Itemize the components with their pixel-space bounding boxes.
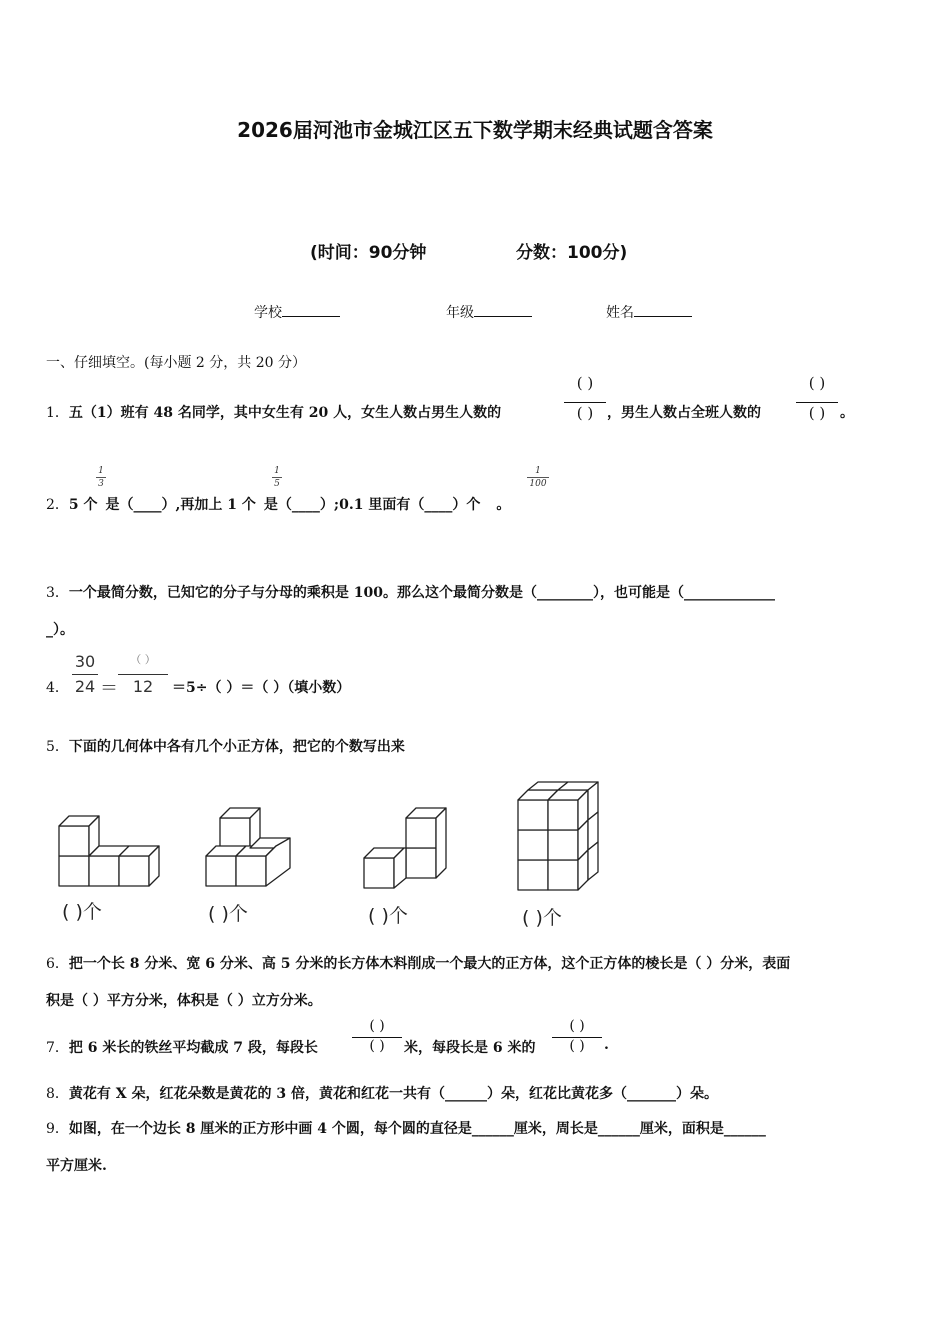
question-7 [46, 1037, 318, 1057]
question-5 [46, 736, 405, 756]
q2-fraction-1-5 [272, 466, 282, 489]
section-heading: 一、仔细填空。(每小题 2 分，共 20 分） [46, 355, 306, 371]
q1-blank-2-bottom[interactable]: ( ) [808, 404, 826, 422]
q2-p2: 是（____）,再加上 1 个 [105, 497, 256, 513]
q7-number: 7． [46, 1040, 69, 1056]
q3-number: 3． [46, 585, 69, 601]
name-field[interactable] [606, 302, 692, 322]
q8-number: 8． [46, 1086, 69, 1102]
q1-text-c: 。 [840, 405, 854, 421]
q7-blank-1-top[interactable]: ( ) [369, 1018, 385, 1034]
q2-fraction-1-3 [96, 466, 106, 489]
q4-f2-num-blank[interactable]: （ ） [130, 653, 156, 666]
q2-fraction-1-100 [527, 466, 549, 489]
q1-blank-2-top[interactable]: ( ) [808, 374, 826, 392]
q6-line2: 积是（ ）平方分米，体积是（ ）立方分米。 [46, 993, 322, 1009]
grade-field[interactable] [446, 302, 532, 322]
q4-f2-den: 12 [132, 677, 154, 696]
q6-line1: 把一个长 8 分米、宽 6 分米、高 5 分米的长方体木料削成一个最大的正方体，这个正方体的棱长是（ ）分米，表面 [68, 956, 791, 972]
q2-f2-den: 5 [274, 479, 280, 489]
q2-f3-num: 1 [535, 466, 541, 476]
cube-answer-2[interactable]: ( )个 [208, 903, 248, 925]
cube-figure-4 [518, 782, 598, 890]
question-8 [46, 1083, 718, 1103]
school-field[interactable] [254, 302, 340, 322]
q4-equals: ＝ [100, 678, 118, 699]
q4-f1-num: 30 [74, 652, 96, 671]
q1-text-b: ，男生人数占全班人数的 [607, 405, 761, 421]
question-9 [46, 1118, 766, 1138]
cube-figure-3 [364, 808, 446, 888]
school-blank[interactable] [282, 302, 340, 317]
q1-blank-1-top[interactable]: ( ) [576, 374, 594, 392]
q9-line1: 如图，在一个边长 8 厘米的正方形中画 4 个圆，每个圆的直径是______厘米，周长是______厘米，面积是______ [68, 1121, 766, 1137]
question-1 [46, 402, 501, 422]
cube-figure-2 [206, 808, 290, 886]
question-2 [46, 494, 510, 514]
q7-text-b: 米，每段长是 6 米的 [404, 1040, 536, 1056]
q2-number: 2． [46, 497, 69, 513]
q1-text-a: 五（1）班有 48 名同学，其中女生有 20 人，女生人数占男生人数的 [68, 405, 502, 421]
q1-fraction-bar-1 [564, 402, 606, 403]
school-label: 学校 [254, 305, 282, 321]
q4-rest: ＝5÷（ ）＝（ ）（填小数） [172, 680, 351, 696]
q7-blank-2-bottom[interactable]: ( ) [569, 1038, 585, 1054]
q7-blank-2-top[interactable]: ( ) [569, 1018, 585, 1034]
grade-label: 年级 [446, 305, 474, 321]
q7-text-a: 把 6 米长的铁丝平均截成 7 段，每段长 [68, 1040, 318, 1056]
cube-figures [0, 770, 950, 900]
q1-blank-1-bottom[interactable]: ( ) [576, 404, 594, 422]
q5-number: 5． [46, 739, 69, 755]
q4-f1-den: 24 [74, 677, 96, 696]
q3-line2: _）。 [46, 622, 74, 638]
q4-f1-bar [72, 674, 98, 675]
q1-fraction-bar-2 [796, 402, 838, 403]
cube-answer-1[interactable]: ( )个 [62, 901, 102, 923]
q2-f1-den: 3 [98, 479, 104, 489]
q8-text: 黄花有 X 朵，红花朵数是黄花的 3 倍，黄花和红花一共有（______）朵，红花比黄花多（_______）朵。 [68, 1086, 719, 1102]
q1-number: 1． [46, 405, 69, 421]
q2-f2-num: 1 [274, 466, 280, 476]
q6-number: 6． [46, 956, 69, 972]
cube-figure-1 [59, 816, 159, 886]
name-label: 姓名 [606, 305, 634, 321]
q4-f2-bar [118, 674, 168, 675]
exam-time: (时间：90分钟 [310, 243, 427, 263]
q2-f3-den: 100 [529, 479, 547, 489]
page-title: 2026届河池市金城江区五下数学期末经典试题含答案 [237, 118, 713, 142]
q2-p4: 。 [496, 497, 511, 513]
cube-answer-4[interactable]: ( )个 [522, 907, 562, 929]
q4-number: 4． [46, 680, 69, 696]
exam-score: 分数：100分) [516, 243, 628, 263]
q9-number: 9． [46, 1121, 69, 1137]
cube-answer-3[interactable]: ( )个 [368, 905, 408, 927]
grade-blank[interactable] [474, 302, 532, 317]
q7-text-c: . [604, 1037, 609, 1053]
q3-line1: 一个最简分数，已知它的分子与分母的乘积是 100。那么这个最简分数是（________），也可能是（_____________ [68, 585, 776, 601]
q5-text: 下面的几何体中各有几个小正方体，把它的个数写出来 [68, 739, 405, 755]
q2-f1-num: 1 [98, 466, 104, 476]
name-blank[interactable] [634, 302, 692, 317]
question-6 [46, 953, 790, 973]
q2-p3: 是（____）;0.1 里面有（____）个 [263, 497, 481, 513]
question-3 [46, 582, 775, 602]
q9-line2: 平方厘米. [46, 1158, 107, 1174]
q7-blank-1-bottom[interactable]: ( ) [369, 1038, 385, 1054]
q2-p1: 5 个 [68, 497, 98, 513]
